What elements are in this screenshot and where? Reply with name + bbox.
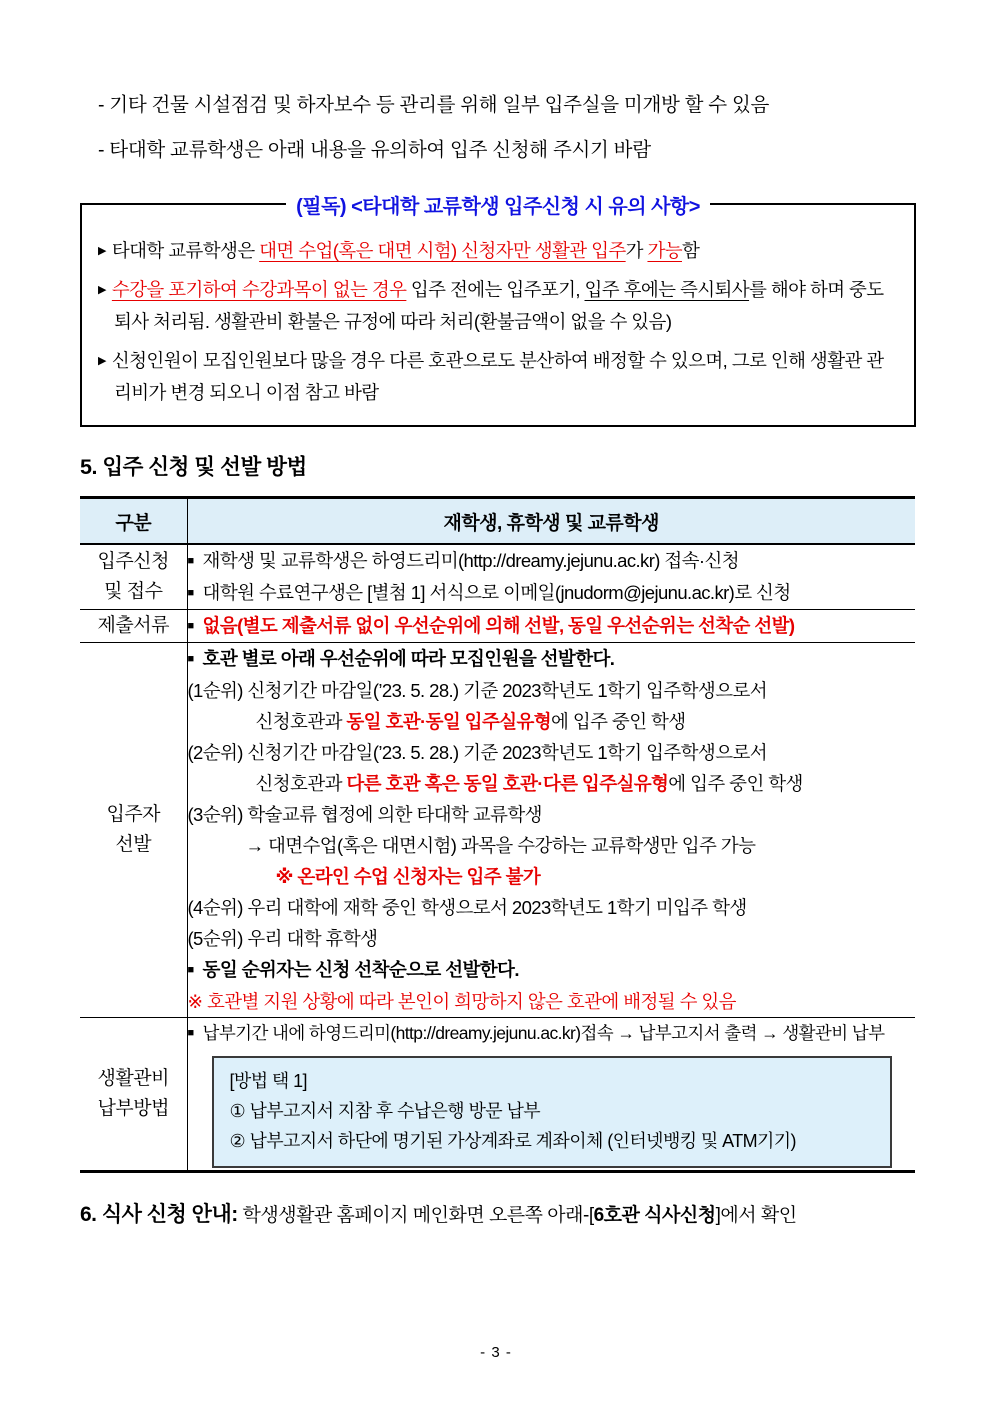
notice-bullet — [98, 274, 900, 338]
row-label-line: 입주자 — [106, 804, 161, 825]
text-run: 를 해야 하며 중도 퇴사 처리됨. 생활관비 환불은 규정에 따라 처리(환불금액이 없을 수 있음) — [114, 279, 884, 332]
text-run: 함 — [682, 240, 700, 261]
row-content — [187, 544, 915, 610]
square-bullet-icon: ■ — [187, 964, 194, 976]
row-label-line: 입주신청 — [97, 551, 169, 572]
content-line — [188, 610, 916, 642]
text-run: ]에서 확인 — [715, 1205, 797, 1226]
content-line — [188, 954, 916, 986]
notice-bullet-text — [98, 235, 900, 267]
table-row-selection — [80, 643, 915, 1018]
content-line: (1순위) 신청기간 마감일(’23. 5. 28.) 기준 2023학년도 1학기 입주학생으로서 — [187, 680, 768, 701]
header-cell-category: 구분 — [80, 498, 187, 545]
text-run: 대학원 수료연구생은 [별첨 1] 서식으로 이메일(jnudorm@jejunu.ac.kr)로 신청 — [202, 582, 791, 603]
triangle-bullet-icon: ▶ — [98, 245, 106, 257]
intro-line: - 기타 건물 시설점검 및 하자보수 등 관리를 위해 일부 입주실을 미개방 할 수 있음 — [98, 94, 770, 116]
text-run-red-bold: 다른 호관 혹은 동일 호관·다른 입주실유형 — [346, 773, 669, 794]
square-bullet-icon: ■ — [187, 1027, 194, 1039]
payment-box-title: [방법 택 1] — [229, 1071, 307, 1091]
text-run-red-underline: 대면 수업(혹은 대면 시험) 신청자만 생활관 입주 — [259, 240, 626, 261]
text-run-red-underline: 수강을 포기하여 수강과목이 없는 경우 — [111, 279, 407, 300]
header-cell-students: 재학생, 휴학생 및 교류학생 — [187, 498, 915, 545]
notice-bullet — [98, 345, 900, 409]
table-row-payment — [80, 1018, 915, 1172]
content-line-red-warning: ※ 호관별 지원 상황에 따라 본인이 희망하지 않은 호관에 배정될 수 있음 — [187, 991, 736, 1012]
triangle-bullet-icon: ▶ — [98, 355, 106, 367]
content-line — [188, 643, 916, 675]
row-label-line: 생활관비 — [97, 1068, 169, 1089]
row-label-line: 및 접수 — [104, 581, 163, 602]
text-run: 신청호관과 — [255, 773, 347, 794]
text-run: 입주 전에는 입주포기, — [406, 279, 585, 300]
row-content — [187, 610, 915, 643]
payment-box-item: ① 납부고지서 지참 후 수납은행 방문 납부 — [229, 1101, 541, 1121]
square-bullet-icon: ■ — [187, 555, 194, 567]
text-run: 신청인원이 모집인원보다 많을 경우 다른 호관으로도 분산하여 배정할 수 있으며, 그로 인해 생활관 관리비가 변경 되오니 이점 참고 바람 — [111, 350, 884, 403]
payment-method-box — [212, 1056, 892, 1168]
row-content — [187, 643, 915, 1018]
row-label-line: 선발 — [115, 834, 152, 855]
text-run: 에 입주 중인 학생 — [551, 711, 686, 732]
text-run-red-bold: 없음(별도 제출서류 없이 우선순위에 의해 선발, 동일 우선순위는 선착순 선발) — [202, 615, 795, 636]
text-run: 납부기간 내에 하영드리미(http://dreamy.jejunu.ac.kr)접속 → 납부고지서 출력 → 생활관비 납부 — [202, 1023, 885, 1043]
content-line: → 대면수업(혹은 대면시험) 과목을 수강하는 교류학생만 입주 가능 — [245, 835, 756, 856]
notice-box-title-text: (필독) <타대학 교류학생 입주신청 시 유의 사항> — [286, 196, 710, 218]
notice-box — [80, 196, 916, 427]
payment-box-item: ② 납부고지서 하단에 명기된 가상계좌로 계좌이체 (인터넷뱅킹 및 ATM기기) — [229, 1131, 796, 1151]
text-run: 재학생 및 교류학생은 하영드리미(http://dreamy.jejunu.ac.kr) 접속·신청 — [202, 550, 740, 571]
content-line — [188, 768, 916, 799]
text-run: 학생생활관 홈페이지 메인화면 오른쪽 아래-[ — [237, 1205, 594, 1226]
content-line: (5순위) 우리 대학 휴학생 — [187, 928, 378, 949]
notice-bullet-text — [98, 345, 900, 409]
text-run-red-underline: 가능 — [647, 240, 682, 261]
text-run: 에 입주 중인 학생 — [668, 773, 803, 794]
section5-heading: 5. 입주 신청 및 선발 방법 — [80, 455, 307, 479]
row-label-line: 납부방법 — [97, 1098, 169, 1119]
page-number: - 3 - — [480, 1344, 512, 1361]
row-content — [187, 1018, 915, 1172]
text-run-underline: 입주 후에는 즉시퇴사 — [584, 279, 750, 300]
text-run-bold: 6호관 식사신청 — [593, 1205, 716, 1226]
content-line: (2순위) 신청기간 마감일(’23. 5. 28.) 기준 2023학년도 1학기 입주학생으로서 — [187, 742, 768, 763]
text-run-bold: 호관 별로 아래 우선순위에 따라 모집인원을 선발한다. — [202, 648, 615, 669]
square-bullet-icon: ■ — [187, 587, 194, 599]
notice-bullet — [98, 235, 900, 267]
table-header-row — [80, 498, 915, 545]
application-table — [80, 496, 915, 1173]
section6-heading: 6. 식사 신청 안내: — [80, 1203, 238, 1226]
table-row-application — [80, 544, 915, 610]
row-label — [80, 544, 187, 610]
section6-line — [80, 1201, 916, 1231]
intro-section — [80, 0, 916, 163]
row-label — [80, 643, 187, 1018]
content-line — [188, 706, 916, 737]
content-line: (4순위) 우리 대학에 재학 중인 학생으로서 2023학년도 1학기 미입주 학생 — [187, 897, 747, 918]
triangle-bullet-icon: ▶ — [98, 284, 106, 296]
table-row-documents — [80, 610, 915, 643]
text-run-bold: 동일 순위자는 신청 선착순으로 선발한다. — [202, 959, 519, 980]
content-line: (3순위) 학술교류 협정에 의한 타대학 교류학생 — [187, 804, 542, 825]
notice-bullet-text — [98, 274, 900, 338]
content-line — [188, 545, 916, 577]
text-run: 가 — [625, 240, 648, 261]
row-label — [80, 610, 187, 643]
document-content — [80, 0, 916, 1231]
intro-line: - 타대학 교류학생은 아래 내용을 유의하여 입주 신청해 주시기 바람 — [98, 139, 651, 161]
text-run-red-bold: 동일 호관·동일 입주실유형 — [346, 711, 552, 732]
text-run: 신청호관과 — [255, 711, 347, 732]
square-bullet-icon: ■ — [187, 653, 194, 665]
text-run: 타대학 교류학생은 — [111, 240, 260, 261]
content-line — [188, 577, 916, 609]
row-label — [80, 1018, 187, 1172]
row-label-line: 제출서류 — [97, 615, 169, 636]
content-line — [188, 1018, 916, 1048]
content-line-red-note: ※ 온라인 수업 신청자는 입주 불가 — [275, 866, 541, 887]
notice-box-title — [82, 190, 914, 219]
square-bullet-icon: ■ — [187, 620, 194, 632]
